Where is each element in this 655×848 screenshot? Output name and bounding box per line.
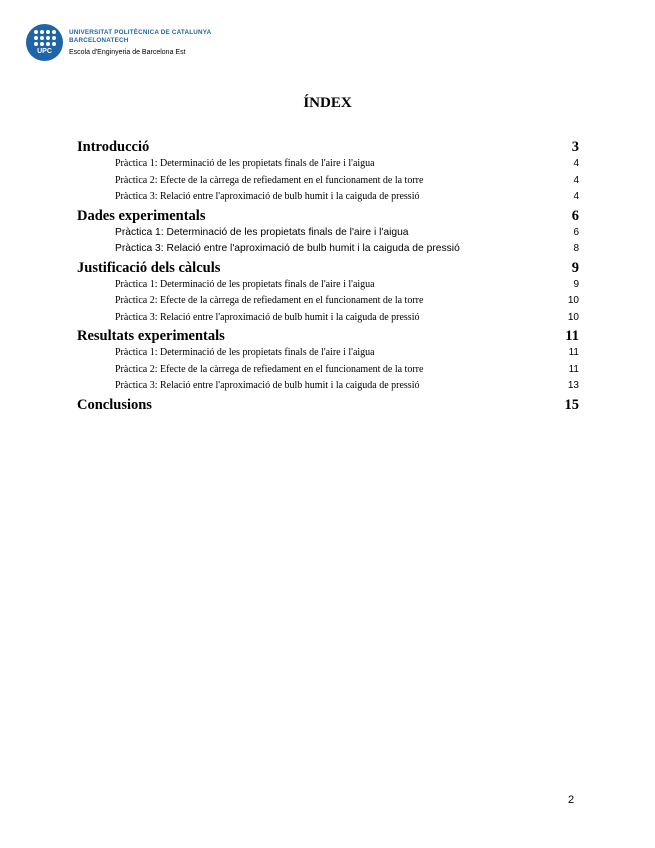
- toc-entry-page: 4: [573, 158, 579, 169]
- toc-entry-label: Pràctica 2: Efecte de la càrrega de refiedament en el funcionament de la torre: [115, 363, 424, 375]
- toc-section[interactable]: [77, 397, 579, 416]
- toc-subsection[interactable]: [77, 191, 579, 208]
- page-number: 2: [568, 794, 575, 806]
- logo-abbr: UPC: [37, 48, 52, 55]
- toc-subsection[interactable]: [77, 175, 579, 192]
- toc-entry-label: Pràctica 1: Determinació de les propietats finals de l'aire i l'aigua: [115, 278, 375, 290]
- toc-subsection[interactable]: [77, 227, 579, 244]
- toc-entry-label: Introducció: [77, 139, 150, 155]
- toc-entry-label: Pràctica 3: Relació entre l'aproximació de bulb humit i la caiguda de pressió: [115, 191, 420, 202]
- toc-entry-label: Justificació dels càlculs: [77, 259, 221, 276]
- toc-entry-label: Conclusions: [77, 396, 152, 413]
- toc-entry-label: Pràctica 1: Determinació de les propietats finals de l'aire i l'aigua: [115, 158, 375, 169]
- logo-dots-icon: [34, 30, 56, 46]
- toc-entry-label: Pràctica 1: Determinació de les propietats finals de l'aire i l'aigua: [115, 226, 409, 238]
- toc-subsection[interactable]: [77, 364, 579, 381]
- toc-entry-label: Pràctica 2: Efecte de la càrrega de refiedament en el funcionament de la torre: [115, 295, 424, 306]
- toc-entry-label: Pràctica 3: Relació entre l'aproximació de bulb humit i la caiguda de pressió: [115, 380, 420, 391]
- toc-entry-label: Dades experimentals: [77, 207, 206, 224]
- toc-subsection[interactable]: [77, 312, 579, 329]
- toc-entry-page: 11: [568, 363, 579, 375]
- toc-subsection[interactable]: [77, 380, 579, 397]
- toc-entry-page: 11: [565, 328, 579, 344]
- university-header: [26, 24, 286, 64]
- toc-entry-page: 10: [567, 295, 579, 306]
- toc-entry-page: 9: [571, 259, 579, 276]
- toc-subsection[interactable]: [77, 158, 579, 175]
- upc-logo: [26, 24, 63, 61]
- toc-entry-page: 11: [568, 347, 579, 358]
- toc-subsection[interactable]: [77, 295, 579, 312]
- school-name: Escola d'Enginyeria de Barcelona Est: [69, 49, 186, 56]
- university-subtitle: BARCELONATECH: [69, 37, 129, 44]
- toc-entry-page: 8: [573, 243, 579, 254]
- toc-entry-label: Pràctica 3: Relació entre l'aproximació de bulb humit i la caiguda de pressió: [115, 243, 460, 254]
- toc-entry-page: 15: [564, 396, 579, 413]
- toc-entry-page: 13: [567, 380, 579, 391]
- toc-entry-page: 9: [573, 278, 579, 290]
- toc-section[interactable]: [77, 328, 579, 347]
- toc-entry-label: Resultats experimentals: [77, 328, 225, 344]
- toc-entry-page: 6: [571, 207, 579, 224]
- toc-entry-label: Pràctica 3: Relació entre l'aproximació de bulb humit i la caiguda de pressió: [115, 311, 420, 323]
- toc-entry-label: Pràctica 1: Determinació de les propietats finals de l'aire i l'aigua: [115, 347, 375, 358]
- table-of-contents: [77, 139, 579, 416]
- toc-entry-page: 4: [573, 174, 579, 186]
- university-name: UNIVERSITAT POLITÈCNICA DE CATALUNYA: [69, 29, 212, 36]
- toc-subsection[interactable]: [77, 279, 579, 296]
- toc-subsection[interactable]: [77, 243, 579, 260]
- toc-entry-page: 10: [567, 311, 579, 323]
- toc-entry-page: 3: [571, 139, 579, 155]
- toc-subsection[interactable]: [77, 347, 579, 364]
- toc-entry-label: Pràctica 2: Efecte de la càrrega de refiedament en el funcionament de la torre: [115, 174, 424, 186]
- toc-section[interactable]: [77, 208, 579, 227]
- index-title: ÍNDEX: [303, 95, 352, 111]
- toc-entry-page: 6: [573, 226, 579, 238]
- toc-section[interactable]: [77, 139, 579, 158]
- toc-entry-page: 4: [573, 191, 579, 202]
- toc-section[interactable]: [77, 260, 579, 279]
